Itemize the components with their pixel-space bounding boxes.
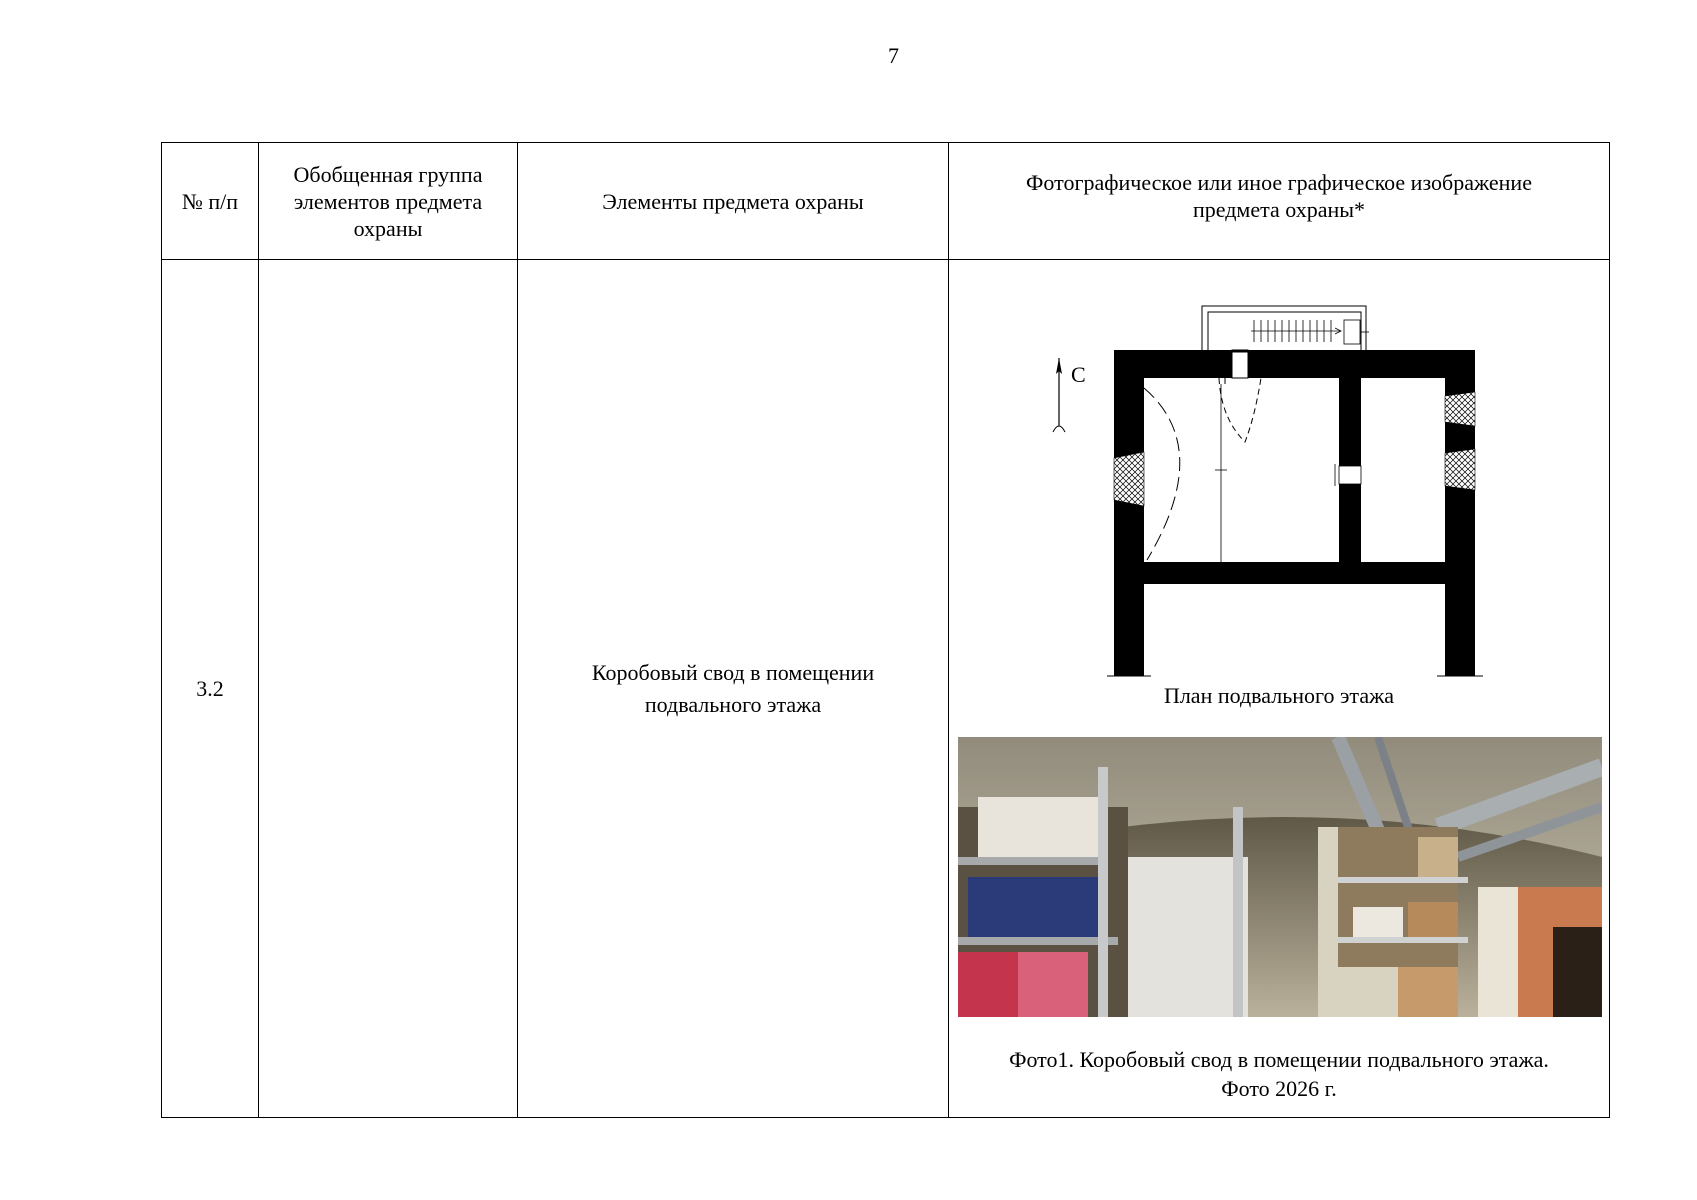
protection-table [161,142,1610,1118]
table-header-row [162,143,1610,260]
plan-caption: План подвального этажа [1163,683,1395,708]
basement-floor-plan [1039,298,1559,678]
row-element: Коробовый свод в помещении подвального этажа [518,260,949,1118]
north-arrow-icon [1053,358,1086,432]
basement-vault-photo [958,737,1602,1017]
plan-windows [1114,392,1475,506]
stair-outline [1202,306,1369,352]
photo-caption [949,1045,1609,1103]
plan-walls [1114,350,1475,676]
table-row [162,260,1610,1118]
header-image: Фотографическое или иное графическое изображение предмета охраны* [949,143,1610,260]
row-images [949,260,1610,1118]
header-group: Обобщенная группа элементов предмета охраны [259,143,518,260]
north-label: С [1071,362,1086,387]
header-number: № п/п [162,143,259,260]
header-elements: Элементы предмета охраны [518,143,949,260]
row-number: 3.2 [162,260,259,1118]
photo-caption-line2: Фото 2026 г. [1221,1076,1337,1101]
page-number: 7 [888,43,899,68]
row-group [259,260,518,1118]
photo-caption-line1: Фото1. Коробовый свод в помещении подвального этажа. [1009,1047,1549,1072]
